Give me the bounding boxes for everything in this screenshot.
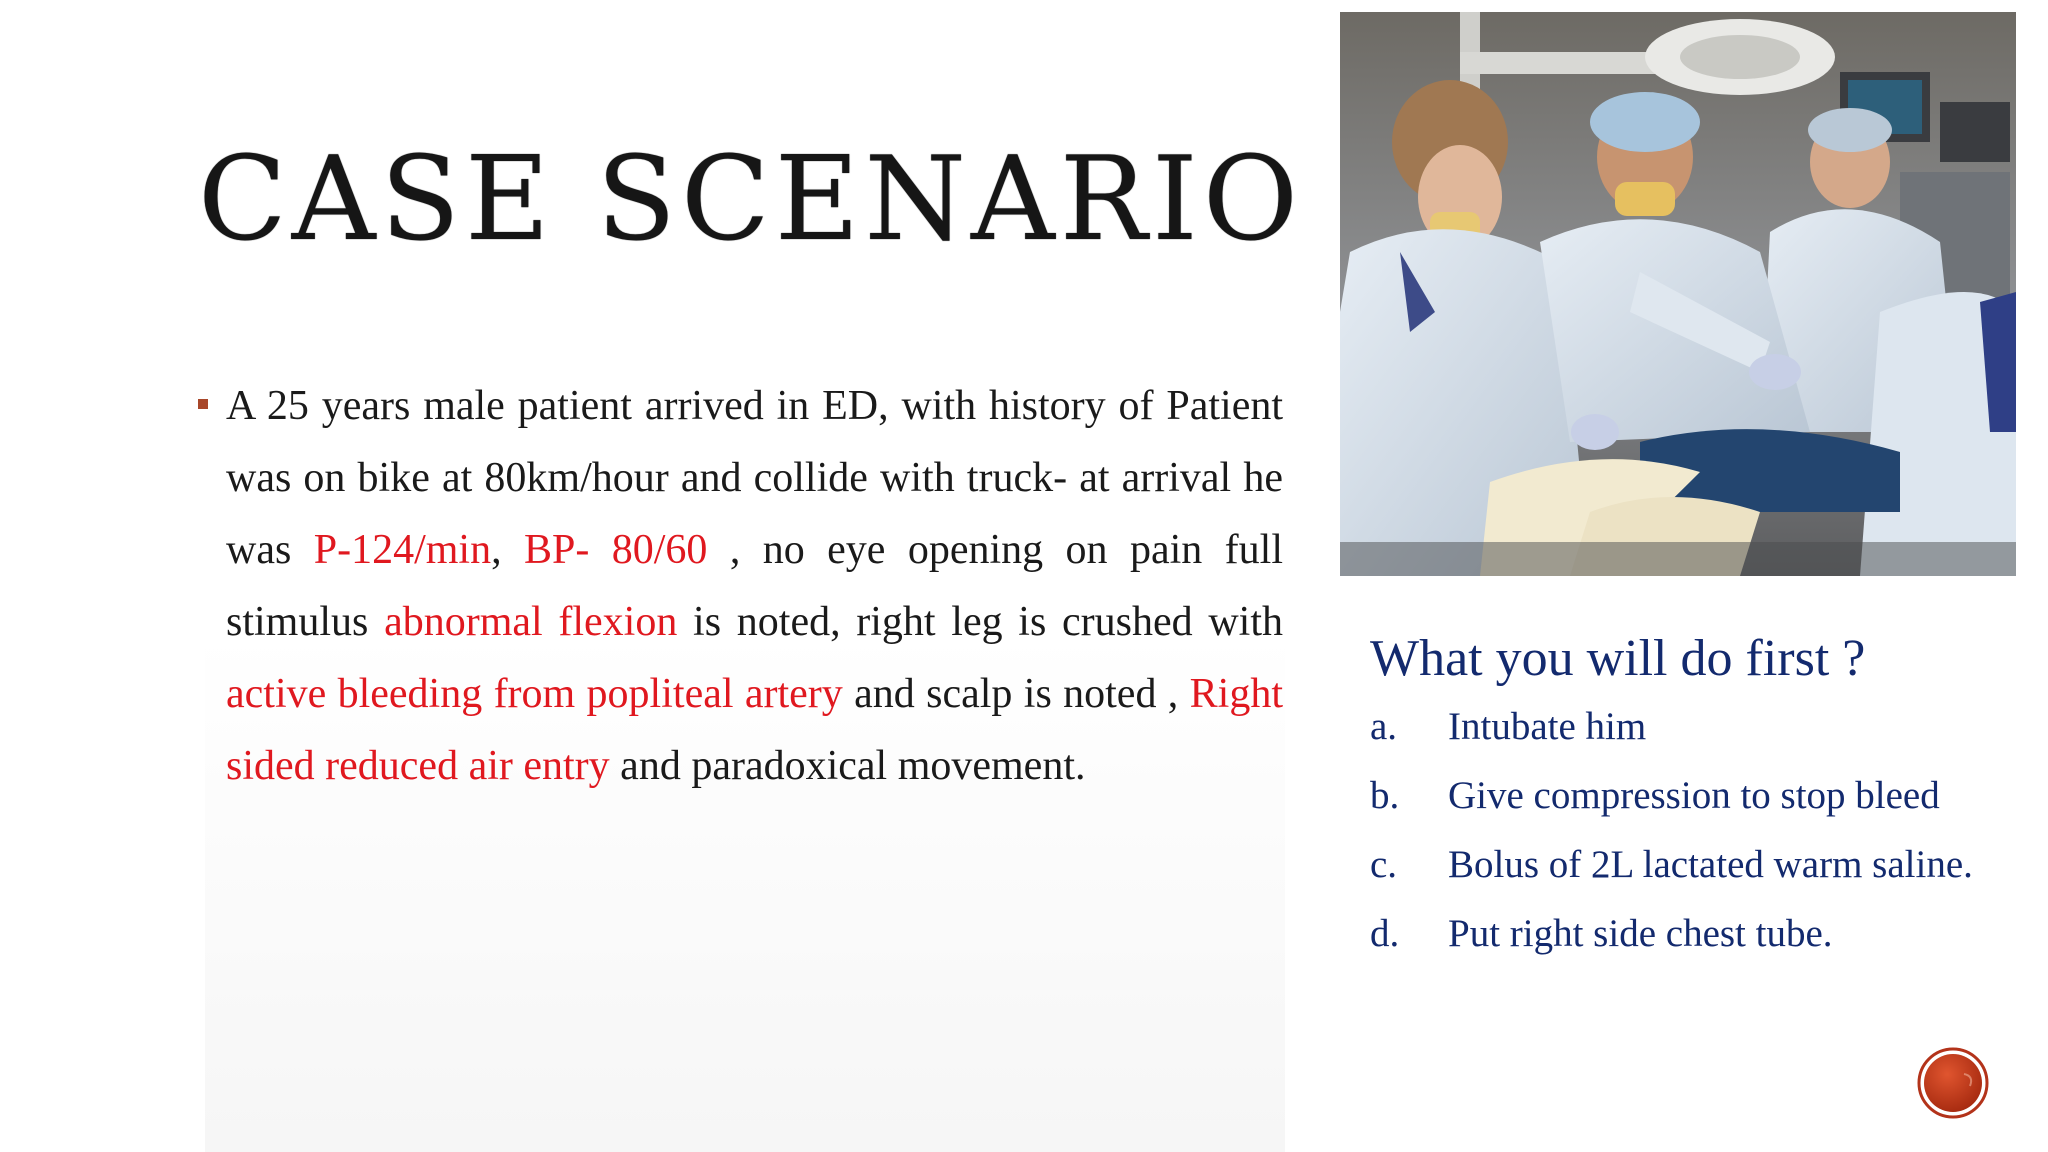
next-slide-button[interactable]	[1916, 1046, 1990, 1120]
case-description	[226, 370, 1283, 802]
highlighted-text: BP- 80/60	[524, 527, 708, 573]
option-letter: c.	[1370, 843, 1398, 886]
option-text: Put right side chest tube.	[1448, 912, 1833, 955]
case-text-segment: , no eye opening on pain full stimulus	[226, 527, 1283, 645]
case-text-segment: is noted, right leg is crushed with	[677, 599, 1284, 645]
case-text-segment: and paradoxical movement.	[609, 743, 1086, 789]
option-letter: a.	[1370, 705, 1398, 748]
photo-illustration	[1340, 12, 2016, 576]
highlighted-text: Right sided reduced air entry	[226, 671, 1283, 789]
highlighted-text: P-124/min	[313, 527, 492, 573]
slide-title: CASE SCENARIO	[198, 132, 1303, 267]
bullet-square-icon	[198, 399, 208, 409]
nav-circle-icon	[1916, 1046, 1990, 1120]
case-text-segment: A 25 years male patient arrived in ED, with history of Patient was on bike at 80km/hour and collide with truck- at arrival he was	[226, 383, 1283, 573]
option-a	[1370, 692, 2018, 761]
option-b	[1370, 761, 2018, 830]
option-c	[1370, 830, 2018, 899]
option-text: Intubate him	[1448, 705, 1647, 748]
option-d	[1370, 899, 2018, 968]
question-prompt: What you will do first ?	[1370, 630, 1866, 687]
answer-options	[1370, 692, 2018, 968]
case-text-segment: and scalp is noted ,	[842, 671, 1190, 717]
emergency-team-photo	[1340, 12, 2016, 576]
option-letter: b.	[1370, 774, 1400, 817]
highlighted-text: active bleeding from popliteal artery	[226, 671, 843, 717]
highlighted-text: abnormal flexion	[384, 599, 678, 645]
case-text-segment: ,	[491, 527, 524, 573]
option-letter: d.	[1370, 912, 1400, 955]
option-text: Bolus of 2L lactated warm saline.	[1448, 843, 1973, 886]
option-text: Give compression to stop bleed	[1448, 774, 1940, 817]
